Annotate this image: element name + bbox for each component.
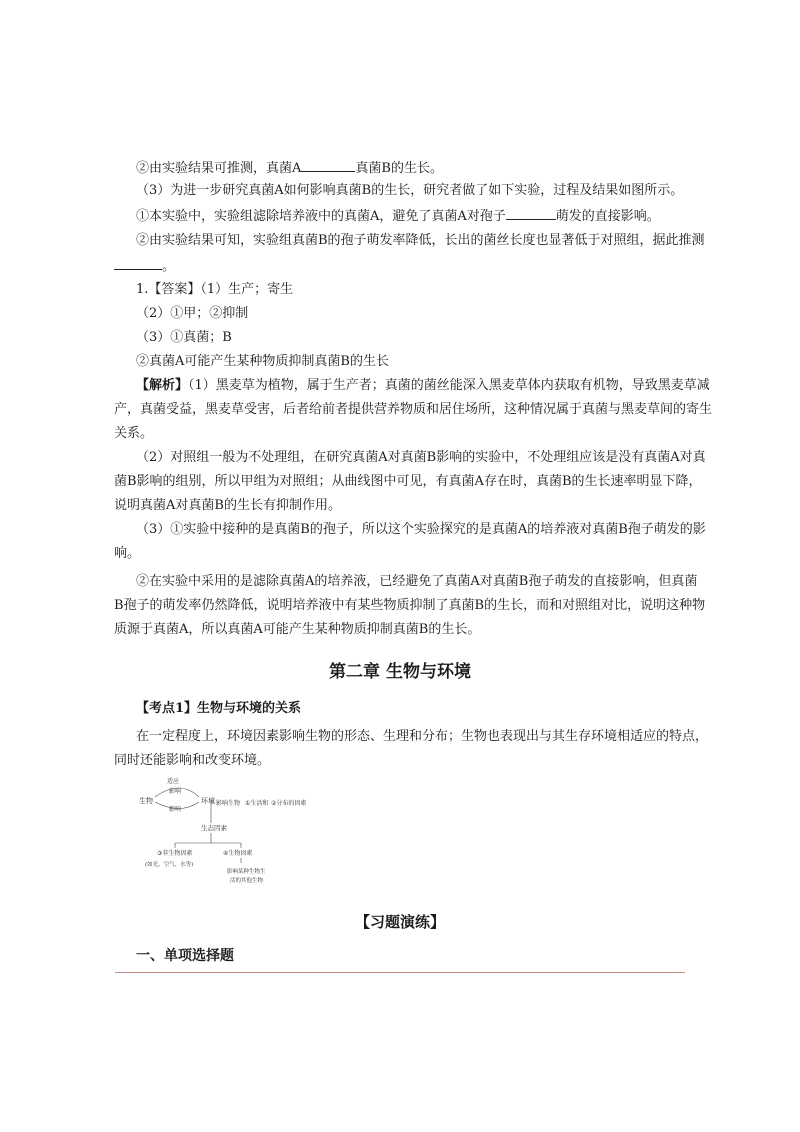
answer-blank[interactable] (506, 206, 556, 220)
diagram-label-shiying: 适应 (167, 778, 180, 785)
section-heading: 一、单项选择题 (136, 948, 234, 964)
analysis-line: 菌B影响的组别，所以甲组为对照组；从曲线图中可见，有真菌A存在时，真菌B的生长速率明显下降， (114, 474, 702, 489)
q-line-3: （3）为进一步研究真菌A如何影响真菌B的生长，研究者做了如下实验，过程及结果如图所示。 (136, 183, 684, 198)
answer-blank[interactable] (114, 256, 162, 270)
analysis-line: 响。 (114, 546, 141, 561)
diagram-label-sheng-ex2: 活的其他生物 (230, 878, 264, 884)
analysis-line: 说明真菌A对真菌B的生长有抑制作用。 (114, 498, 341, 513)
q-line-3-2: ②由实验结果可知，实验组真菌B的孢子萌发率降低，长出的菌丝长度也显著低于对照组，据此推测 (136, 233, 705, 248)
analysis-line: （3）①实验中接种的是真菌B的孢子，所以这个实验探究的是真菌A的培养液对真菌B孢子萌发的影 (136, 522, 706, 537)
key-point-text: 同时还能影响和改变环境。 (114, 753, 271, 768)
answer-text: （1）生产；寄生 (200, 282, 294, 297)
answer-blank[interactable] (301, 158, 355, 172)
analysis-line: ②在实验中采用的是滤除真菌A的培养液，已经避免了真菌A对真菌B孢子萌发的直接影响，但真菌 (136, 574, 698, 589)
q-line-3-1 (136, 206, 660, 226)
diagram-label-yingxiang1: 影响 (169, 788, 182, 795)
diagram-label-shengwu: 生物 (139, 797, 153, 805)
q-text: 。 (162, 259, 176, 274)
diagram-label-shengtai: 生态因素 (201, 824, 227, 832)
answer-line-4: ②真菌A可能产生某种物质抑制真菌B的生长 (136, 354, 389, 369)
section-divider (115, 972, 685, 973)
q-line-3-2-cont (114, 256, 175, 276)
answer-line-3: （3）①真菌；B (136, 330, 232, 345)
q-text: ①本实验中，实验组滤除培养液中的真菌A，避免了真菌A对孢子 (136, 209, 506, 224)
diagram-label-yingxiang2: 影响 (169, 806, 182, 813)
analysis-line-1 (136, 377, 710, 395)
ecology-relationship-diagram (135, 775, 335, 890)
analysis-line: （2）对照组一般为不处理组，在研究真菌A对真菌B影响的实验中，不处理组应该是没有真菌A对真 (136, 450, 706, 465)
diagram-label-huanjing: 环境 (201, 797, 215, 805)
diagram-label-fei: ③非生物因素 (157, 850, 193, 857)
diagram-label-yingxiang-shengwu: 影响生物 (216, 800, 241, 807)
diagram-label-fenlei1: ①生活和 (245, 800, 269, 807)
analysis-text: （1）黑麦草为植物，属于生产者；真菌的菌丝能深入黑麦草体内获取有机物，导致黑麦草减 (188, 378, 710, 393)
q-line-infer (136, 158, 443, 178)
diagram-label-fenlei2: ②分布的因素 (271, 800, 307, 807)
answer-line-1 (136, 281, 293, 299)
diagram-label-sheng: ④生物因素 (223, 850, 253, 857)
answer-label: 1.【答案】 (136, 282, 201, 297)
exercise-title: 【习题演练】 (354, 913, 445, 931)
q-text: 萌发的直接影响。 (555, 209, 660, 224)
key-point-text: 在一定程度上，环境因素影响生物的形态、生理和分布；生物也表现出与其生存环境相适应的特点， (136, 729, 709, 744)
analysis-label: 【解析】 (136, 378, 189, 393)
answer-line-2: （2）①甲；②抑制 (136, 306, 249, 321)
q-text: 真菌B的生长。 (355, 161, 443, 176)
diagram-label-fei-ex: (如光、空气、水等) (145, 862, 194, 868)
analysis-line: B孢子的萌发率仍然降低，说明培养液中有某些物质抑制了真菌B的生长，而和对照组对比，说明这种物 (114, 598, 706, 613)
diagram-label-sheng-ex1: 影响某种生物生 (227, 869, 266, 875)
analysis-line: 产，真菌受益，黑麦草受害，后者给前者提供营养物质和居住场所，这种情况属于真菌与黑麦草间的寄生 (114, 402, 713, 417)
q-text: ②由实验结果可推测，真菌A (136, 161, 302, 176)
analysis-line: 关系。 (114, 426, 154, 441)
analysis-line: 质源于真菌A，所以真菌A可能产生某种物质抑制真菌B的生长。 (114, 622, 481, 637)
chapter-title: 第二章 生物与环境 (329, 662, 471, 682)
key-point-heading: 【考点1】生物与环境的关系 (136, 701, 302, 716)
